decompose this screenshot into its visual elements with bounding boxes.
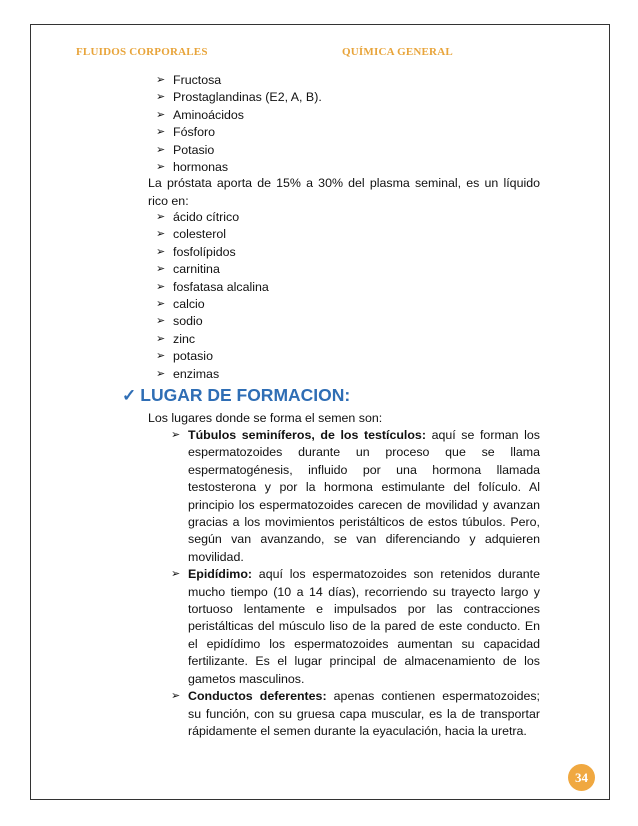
page-number-badge: 34	[568, 764, 595, 791]
list-item	[171, 566, 540, 688]
arrow-bullet-icon: ➢	[171, 429, 181, 441]
arrow-bullet-icon: ➢	[156, 263, 166, 276]
section-intro: Los lugares donde se forma el semen son:	[148, 411, 383, 425]
header-left: FLUIDOS CORPORALES	[76, 46, 208, 58]
arrow-bullet-icon: ➢	[156, 211, 166, 223]
list-item: ➢ ácido cítrico	[173, 209, 269, 226]
list-item: ➢ colesterol	[173, 226, 269, 243]
list-item: ➢ calcio	[173, 296, 269, 313]
arrow-bullet-icon: ➢	[156, 332, 166, 345]
arrow-bullet-icon: ➢	[171, 690, 181, 703]
arrow-bullet-icon: ➢	[156, 143, 166, 156]
arrow-bullet-icon: ➢	[156, 74, 166, 86]
formation-list	[171, 427, 541, 740]
list-item: ➢ hormonas	[173, 159, 322, 176]
list-item: ➢ Prostaglandinas (E2, A, B).	[173, 89, 322, 106]
arrow-bullet-icon: ➢	[156, 350, 166, 363]
list-item: ➢ sodio	[173, 313, 269, 330]
list-item: ➢ fosfolípidos	[173, 244, 269, 261]
list-item: ➢ fosfatasa alcalina	[173, 279, 269, 296]
section-title: LUGAR DE FORMACION:	[140, 385, 351, 405]
arrow-bullet-icon: ➢	[156, 91, 166, 104]
prostate-paragraph: La próstata aporta de 15% a 30% del plasma seminal, es un líquido rico en:	[148, 176, 540, 208]
list-item: ➢ Aminoácidos	[173, 107, 322, 124]
term: Epidídimo:	[188, 567, 253, 582]
definition: aquí los espermatozoides son retenidos durante mucho tiempo (10 a 14 días), recorriendo su trayecto largo y tortuoso lentamente e impulsados por las contracciones peristálticas del músculo liso de la pared de este conducto. En el epidídimo los espermatozoides aumentan su capacidad fertilizante. Es el lugar principal de almacenamiento de los gametos masculinos.	[188, 567, 540, 686]
list-item: ➢ Fósforo	[173, 124, 322, 141]
definition: aquí se forman los espermatozoides durante un proceso que se llama espermatogénesis, influido por una hormona llamada testosterona y por la hormona estimulante del folículo. Al principio los espermatozoides carecen de movilidad y avanzan gracias a los movimientos peristálticos de estos túbulos. Pero, según van avanzando, se van diferenciando y adquieren movilidad.	[188, 428, 540, 564]
arrow-bullet-icon: ➢	[156, 367, 166, 380]
list-item: ➢ zinc	[173, 331, 269, 348]
list-item: ➢ enzimas	[173, 366, 269, 383]
prostate-list	[156, 209, 269, 383]
arrow-bullet-icon: ➢	[156, 161, 166, 174]
section-heading	[122, 385, 350, 406]
term: Conductos deferentes:	[188, 689, 327, 704]
check-icon: ✓	[122, 386, 137, 405]
header-right: QUÍMICA GENERAL	[342, 46, 453, 58]
list-item	[171, 688, 541, 740]
arrow-bullet-icon: ➢	[156, 108, 166, 121]
arrow-bullet-icon: ➢	[156, 298, 166, 311]
arrow-bullet-icon: ➢	[171, 568, 181, 581]
component-list	[156, 72, 322, 176]
list-item: ➢ Fructosa	[173, 72, 322, 89]
list-item: ➢ carnitina	[173, 261, 269, 278]
list-item: ➢ potasio	[173, 348, 269, 365]
arrow-bullet-icon: ➢	[156, 245, 166, 258]
term: Túbulos seminíferos, de los testículos:	[188, 428, 426, 442]
list-item	[171, 427, 540, 566]
definition: apenas contienen espermatozoides; su función, con su gruesa capa muscular, es la de transportar rápidamente el semen durante la eyaculación, hacia la uretra.	[188, 689, 541, 738]
arrow-bullet-icon: ➢	[156, 315, 166, 328]
arrow-bullet-icon: ➢	[156, 280, 166, 293]
arrow-bullet-icon: ➢	[156, 228, 166, 241]
list-item: ➢ Potasio	[173, 142, 322, 159]
arrow-bullet-icon: ➢	[156, 126, 166, 139]
